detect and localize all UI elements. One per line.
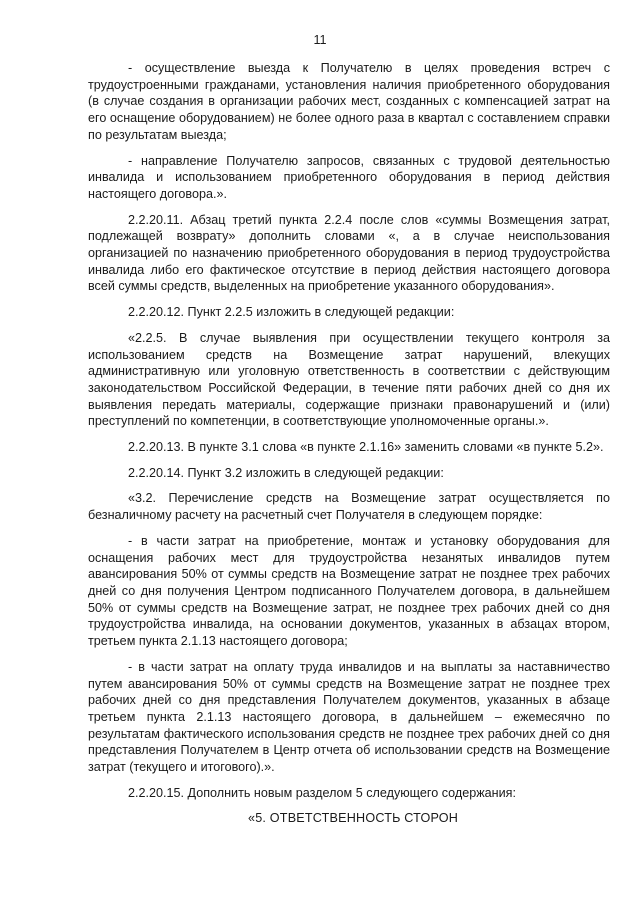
- paragraph: 2.2.20.13. В пункте 3.1 слова «в пункте 2.1.16» заменить словами «в пункте 5.2».: [128, 440, 604, 455]
- paragraph: «2.2.5. В случае выявления при осуществлении текущего контроля за использованием средств на Возмещение затрат нарушений, влекущих административную или уголовную ответственность в соответствии с действующим законодательством Российской Федерации, в течение пяти рабочих дней со дня их выявления передать материалы, содержащие признаки правонарушений и (или) преступлений по компетенции, в соответствующие уполномоченные органы.».: [88, 330, 610, 429]
- paragraph: - в части затрат на оплату труда инвалидов и на выплаты за наставничество путем авансирования 50% от суммы средств на Возмещение затрат не позднее трех рабочих дней со дня представления Получателем документов, указанных в абзаце третьем пункта 2.1.13 настоящего договора, в дальнейшем – ежемесячно по результатам фактического использования средств не позднее трех рабочих дней со дня представления Получателем в Центр отчета об использовании средств на Возмещение затрат (текущего и итогового).».: [88, 659, 610, 775]
- paragraph: «3.2. Перечисление средств на Возмещение затрат осуществляется по безналичному расчету на расчетный счет Получателя в следующем порядке:: [88, 491, 610, 523]
- document-body: [88, 60, 610, 836]
- paragraph: 2.2.20.11. Абзац третий пункта 2.2.4 после слов «суммы Возмещения затрат, подлежащей возврату» дополнить словами «, а в случае неиспользования организацией по назначению приобретенного оборудования в период трудоустройства инвалида либо его фактическое отсутствие в период действия настоящего договора всей суммы средств, выделенных на приобретение указанного оборудования».: [88, 212, 610, 294]
- page-number: 11: [313, 33, 327, 47]
- paragraph: 2.2.20.12. Пункт 2.2.5 изложить в следующей редакции:: [128, 305, 455, 320]
- paragraph: - осуществление выезда к Получателю в целях проведения встреч с трудоустроенными гражданами, установления наличия приобретенного оборудования (в случае создания в организации рабочих мест, созданных с компенсацией затрат на его оснащение оборудованием) не более одного раза в квартал с составлением справки по результатам выезда;: [88, 61, 610, 142]
- section-heading: «5. ОТВЕТСТВЕННОСТЬ СТОРОН: [248, 811, 459, 826]
- paragraph: 2.2.20.14. Пункт 3.2 изложить в следующей редакции:: [128, 465, 444, 480]
- paragraph: 2.2.20.15. Дополнить новым разделом 5 следующего содержания:: [128, 785, 516, 800]
- paragraph: - в части затрат на приобретение, монтаж и установку оборудования для оснащения рабочих мест для трудоустройства незанятых инвалидов путем авансирования 50% от суммы средств на Возмещение затрат не позднее трех рабочих дней со дня получения Центром подписанного Получателем договора, в дальнейшем 50% от суммы средств на Возмещение затрат, не позднее трех рабочих дней со дня трудоустройства инвалида, на основании документов, указанных в абзацах втором, третьем пункта 2.1.13 настоящего договора;: [88, 533, 610, 649]
- paragraph: - направление Получателю запросов, связанных с трудовой деятельностью инвалида и использованием приобретенного оборудования в период действия настоящего договора.».: [88, 153, 610, 201]
